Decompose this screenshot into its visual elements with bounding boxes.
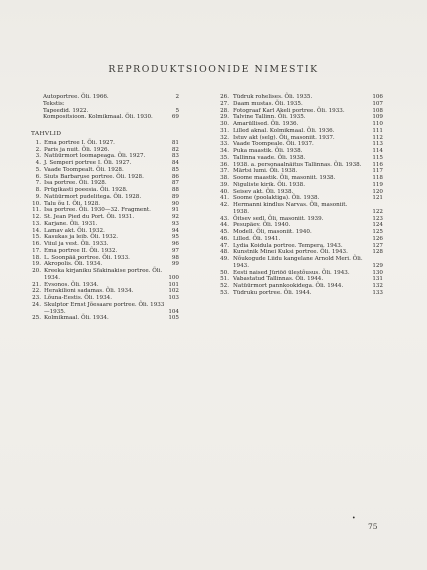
list-item bbox=[31, 248, 179, 255]
list-item bbox=[31, 194, 179, 201]
item-number: 27. bbox=[220, 100, 229, 107]
item-number: 30. bbox=[220, 121, 229, 127]
item-page: 102 bbox=[168, 288, 179, 295]
item-page: 104 bbox=[168, 308, 179, 315]
item-number: 41. bbox=[220, 195, 229, 202]
item-number: 26. bbox=[220, 94, 229, 100]
list-item bbox=[218, 202, 384, 216]
item-page: 112 bbox=[372, 134, 383, 141]
list-item bbox=[31, 241, 179, 248]
item-number: 5. bbox=[35, 166, 41, 173]
item-page: 131 bbox=[372, 276, 383, 283]
item-page: 83 bbox=[171, 153, 179, 160]
item-title: L. Soonpää portree. Õli. 1933. bbox=[44, 254, 130, 261]
item-title: Puka maastik. Õli. 1938. bbox=[233, 148, 303, 154]
item-title: Lydia Koidula portree. Tempera. 1943. bbox=[233, 242, 343, 249]
list-item bbox=[218, 283, 384, 290]
list-item bbox=[218, 256, 384, 270]
item-number: 20. bbox=[32, 268, 41, 274]
list-item bbox=[218, 290, 384, 297]
item-number: 13. bbox=[32, 220, 41, 227]
item-page: 96 bbox=[171, 241, 179, 247]
item-number: 32. bbox=[220, 134, 229, 141]
item-title: St. Jean Pied du Port. Õli. 1931. bbox=[44, 214, 135, 220]
item-number: 28. bbox=[220, 107, 229, 114]
item-page: 119 bbox=[372, 181, 383, 188]
item-page: 103 bbox=[168, 295, 179, 301]
item-page: 69 bbox=[171, 114, 179, 121]
list-item bbox=[31, 207, 179, 214]
list-item bbox=[31, 187, 179, 194]
item-number: 16. bbox=[32, 241, 41, 247]
list-item bbox=[218, 276, 384, 283]
item-page: 124 bbox=[372, 222, 383, 229]
item-page: 120 bbox=[372, 188, 383, 195]
item-page: 86 bbox=[171, 173, 179, 180]
item-page: 88 bbox=[171, 187, 179, 193]
item-title: Ema portree II. Õli. 1932. bbox=[44, 247, 118, 254]
list-item bbox=[218, 182, 384, 189]
item-number: 8. bbox=[35, 187, 41, 193]
item-title: Lilled aknal. Kolmikmaal. Õli. 1936. bbox=[233, 127, 335, 134]
item-number: 49. bbox=[220, 256, 229, 262]
item-page: 92 bbox=[171, 214, 179, 220]
list-item bbox=[31, 214, 179, 221]
item-page: 128 bbox=[372, 249, 383, 256]
item-title: Daam mustas. Õli. 1935. bbox=[233, 100, 303, 107]
item-page: 116 bbox=[372, 161, 383, 168]
decorative-dot: • bbox=[352, 515, 356, 522]
item-page: 5 bbox=[175, 107, 179, 114]
item-number: 50. bbox=[220, 269, 229, 276]
item-title: Soome (poolaktiga). Õli. 1938. bbox=[233, 195, 320, 202]
page-number: 75 bbox=[368, 522, 378, 531]
item-number: 44. bbox=[220, 222, 229, 229]
item-title: Hermanni kindlus Narvas. Õli, masoniit. 1938. bbox=[233, 202, 348, 215]
item-page: 94 bbox=[171, 227, 179, 234]
list-item bbox=[218, 195, 384, 202]
item-page: 117 bbox=[372, 168, 383, 175]
item-number: 14. bbox=[32, 227, 41, 234]
item-title: Natüürmort loomapeaga. Õli. 1927. bbox=[44, 153, 146, 160]
item-page: 105 bbox=[168, 315, 179, 322]
item-page: 113 bbox=[372, 141, 383, 148]
section-heading: TAHVLID bbox=[31, 131, 62, 137]
item-number: 52. bbox=[220, 283, 229, 289]
item-number: 45. bbox=[220, 229, 229, 235]
page-title: REPRODUKTSIOONIDE NIMESTIK bbox=[108, 64, 319, 75]
item-number: 47. bbox=[220, 242, 229, 249]
item-number: 2. bbox=[35, 146, 41, 153]
item-title: Talvine Tallinn. Õli. 1935. bbox=[233, 114, 306, 121]
item-title: Paris ja nuit. Õli. 1926. bbox=[44, 146, 110, 153]
item-title: Märtsi lumi. Õli. 1938. bbox=[233, 168, 298, 175]
item-title: Ema portree I. Õli. 1927. bbox=[44, 139, 115, 146]
item-title: Seisev akt. Õli. 1938. bbox=[233, 188, 294, 195]
item-page: 109 bbox=[372, 114, 383, 121]
item-number: 51. bbox=[220, 276, 229, 283]
item-number: 36. bbox=[220, 161, 229, 168]
item-page: 122 bbox=[372, 208, 383, 215]
item-title: Soome maastik. Õli, masoniit. 1938. bbox=[233, 175, 336, 181]
item-number: 35. bbox=[220, 154, 229, 161]
item-number: 34. bbox=[220, 148, 229, 154]
item-number: 39. bbox=[220, 181, 229, 188]
item-page: 82 bbox=[171, 146, 179, 153]
list-item bbox=[218, 114, 384, 121]
item-number: 25. bbox=[32, 315, 41, 322]
item-title: Akropolis. Õli. 1934. bbox=[44, 261, 103, 268]
item-title: Isa portree. Õli. 1928. bbox=[44, 180, 107, 187]
list-item bbox=[31, 153, 179, 160]
item-number: 22. bbox=[32, 288, 41, 295]
item-page: 97 bbox=[171, 247, 179, 254]
item-title: Lõuna-Eestis. Õli. 1934. bbox=[44, 295, 112, 301]
left-column bbox=[31, 94, 179, 322]
item-page: 93 bbox=[171, 220, 179, 227]
item-title: Kunstnik Minei Kuksi portree. Õli. 1943. bbox=[233, 249, 348, 256]
item-number: 12. bbox=[32, 214, 41, 220]
item-number: 17. bbox=[32, 247, 41, 254]
item-title: Lilled. Õli. 1941. bbox=[233, 235, 281, 242]
item-page: 129 bbox=[372, 262, 383, 269]
list-item bbox=[218, 249, 384, 256]
item-number: 42. bbox=[220, 202, 229, 208]
item-title: Fotograaf Karl Akeli portree. Õli. 1933. bbox=[233, 107, 345, 114]
list-item bbox=[31, 114, 179, 121]
item-number: 21. bbox=[32, 281, 41, 288]
item-page: 107 bbox=[372, 100, 383, 107]
item-number: 37. bbox=[220, 168, 229, 175]
list-item bbox=[31, 302, 179, 316]
list-item bbox=[31, 180, 179, 187]
item-page: 110 bbox=[372, 121, 383, 127]
item-title: Tapeedid. 1922. bbox=[43, 107, 89, 114]
item-title: 1938. a. personaalnäitus Tallinnas. Õli. 1938. bbox=[233, 161, 362, 168]
item-page: 115 bbox=[372, 154, 383, 161]
item-title: Prügikasti poeesia. Õli. 1928. bbox=[44, 187, 128, 193]
item-page: 85 bbox=[171, 166, 179, 173]
item-page: 132 bbox=[372, 283, 383, 289]
item-title: Isa portree. Õli. 1930—32. Fragment. bbox=[44, 207, 151, 214]
item-title: Kasukas ja leib. Õli. 1932. bbox=[44, 234, 118, 241]
item-title: Lamav akt. Õli. 1932. bbox=[44, 227, 105, 234]
item-title: Õitsev sedl. Õli, masoniit. 1939. bbox=[233, 215, 324, 222]
list-item bbox=[218, 101, 384, 108]
item-number: 38. bbox=[220, 175, 229, 181]
item-page: 126 bbox=[372, 235, 383, 242]
list-item bbox=[31, 295, 179, 302]
item-title: Natüürmort pudelitega. Õli. 1928. bbox=[44, 193, 142, 200]
item-number: 4. bbox=[35, 160, 41, 166]
item-page: 101 bbox=[168, 281, 179, 288]
item-page: 98 bbox=[171, 254, 179, 261]
list-item bbox=[31, 167, 179, 174]
item-page: 95 bbox=[171, 234, 179, 241]
item-number: 43. bbox=[220, 215, 229, 222]
item-number: 40. bbox=[220, 188, 229, 195]
list-item bbox=[31, 288, 179, 295]
list-item bbox=[218, 222, 384, 229]
item-page: 106 bbox=[372, 94, 383, 100]
item-title: Tekstis: bbox=[43, 100, 65, 107]
item-number: 24. bbox=[32, 301, 41, 308]
item-title: Tüdruk rohelises. Õli. 1935. bbox=[233, 94, 313, 100]
item-page: 114 bbox=[372, 148, 383, 154]
item-page: 123 bbox=[372, 215, 383, 222]
item-number: 6. bbox=[35, 173, 41, 180]
item-number: 29. bbox=[220, 114, 229, 121]
spacer bbox=[31, 121, 179, 125]
list-item bbox=[31, 268, 179, 282]
list-item bbox=[218, 94, 384, 101]
item-title: Autoportree. Õli. 1966. bbox=[43, 94, 109, 100]
list-item bbox=[31, 261, 179, 268]
list-item bbox=[218, 175, 384, 182]
item-number: 48. bbox=[220, 249, 229, 256]
list-item bbox=[218, 141, 384, 148]
item-number: 11. bbox=[32, 207, 41, 214]
item-title: Modell. Õli, masoniit. 1940. bbox=[233, 229, 312, 235]
item-title: Tallinna vaade. Õli. 1938. bbox=[233, 154, 306, 161]
item-page: 127 bbox=[372, 242, 383, 249]
list-item bbox=[218, 155, 384, 162]
item-page: 87 bbox=[171, 180, 179, 187]
item-page: 133 bbox=[372, 289, 383, 296]
item-title: Karjane. Õli. 1931. bbox=[44, 220, 98, 227]
item-title: Skulptor Ernst Jõesaare portree. Õli. 1933—1935. bbox=[44, 301, 165, 315]
item-title: Vaade Toompeale. Õli. 1937. bbox=[233, 141, 314, 148]
item-page: 118 bbox=[372, 175, 383, 181]
item-title: Natüürmort pannkookidega. Õli. 1944. bbox=[233, 283, 344, 289]
item-title: Vabastatud Tallinnas. Õli. 1944. bbox=[233, 276, 324, 283]
item-number: 53. bbox=[220, 289, 229, 296]
list-item bbox=[218, 236, 384, 243]
item-number: 10. bbox=[32, 200, 41, 207]
item-title: Kompositsioon. Kolmikmaal. Õli. 1930. bbox=[43, 114, 153, 121]
item-title: Evsonos. Õli. 1934. bbox=[44, 281, 99, 288]
item-number: 23. bbox=[32, 295, 41, 301]
list-item bbox=[218, 121, 384, 128]
item-number: 15. bbox=[32, 234, 41, 241]
item-page: 108 bbox=[372, 107, 383, 114]
list-item bbox=[218, 168, 384, 175]
list-item bbox=[218, 229, 384, 236]
item-title: Amarüllised. Õli. 1936. bbox=[233, 121, 299, 127]
right-column bbox=[218, 94, 384, 297]
list-item bbox=[31, 221, 179, 228]
item-title: Viiul ja vest. Õli. 1933. bbox=[44, 241, 109, 247]
item-page: 121 bbox=[372, 195, 383, 202]
list-item bbox=[31, 234, 179, 241]
item-title: Siuts Barbaruse portree. Õli. 1928. bbox=[44, 173, 144, 180]
list-item bbox=[31, 140, 179, 147]
item-title: Istuv akt (selg). Õli, masoniit. 1937. bbox=[233, 134, 335, 141]
item-number: 9. bbox=[35, 193, 41, 200]
item-page: 91 bbox=[171, 207, 179, 214]
item-number: 18. bbox=[32, 254, 41, 261]
item-title: Tüdruku portree. Õli. 1944. bbox=[233, 289, 312, 296]
item-title: Kreeka kirjaniku Sfakinakise portree. Õli. 1934. bbox=[44, 268, 163, 281]
list-item bbox=[31, 160, 179, 167]
list-item bbox=[218, 128, 384, 135]
item-title: Pesupäev. Õli. 1940. bbox=[233, 222, 291, 229]
list-item bbox=[218, 148, 384, 155]
item-page: 125 bbox=[372, 229, 383, 235]
item-number: 31. bbox=[220, 127, 229, 134]
item-page: 89 bbox=[171, 193, 179, 200]
item-title: Herakilioni sadamas. Õli. 1934. bbox=[44, 288, 134, 295]
item-page: 2 bbox=[175, 94, 179, 100]
list-item bbox=[31, 101, 179, 108]
item-number: 7. bbox=[35, 180, 41, 187]
item-title: Kolmikmaal. Õli. 1934. bbox=[44, 315, 109, 322]
item-number: 3. bbox=[35, 153, 41, 160]
item-title: Talu õu I. Õli. 1928. bbox=[44, 200, 101, 207]
list-item bbox=[31, 315, 179, 322]
item-page: 111 bbox=[372, 127, 383, 134]
item-page: 84 bbox=[171, 160, 179, 166]
item-page: 81 bbox=[171, 139, 179, 146]
item-number: 19. bbox=[32, 261, 41, 268]
item-page: 130 bbox=[372, 269, 383, 276]
item-title: Niguliste kirik. Õli. 1938. bbox=[233, 181, 305, 188]
item-title: Vaade Toompealt. Õli. 1928. bbox=[44, 166, 124, 173]
item-number: 33. bbox=[220, 141, 229, 148]
item-page: 90 bbox=[171, 200, 179, 207]
item-title: J. Semperi portree I. Õli. 1927. bbox=[44, 160, 132, 166]
item-page: 99 bbox=[171, 261, 179, 268]
list-item bbox=[31, 94, 179, 101]
item-title: Eesti naised Jüriöö ülestõusus. Õli. 1943. bbox=[233, 269, 350, 276]
item-number: 1. bbox=[35, 139, 41, 146]
item-number: 46. bbox=[220, 235, 229, 242]
item-title: Nõukogude Liidu kangelane Arnold Meri. Õli. 1943. bbox=[233, 256, 363, 269]
item-page: 100 bbox=[168, 274, 179, 281]
